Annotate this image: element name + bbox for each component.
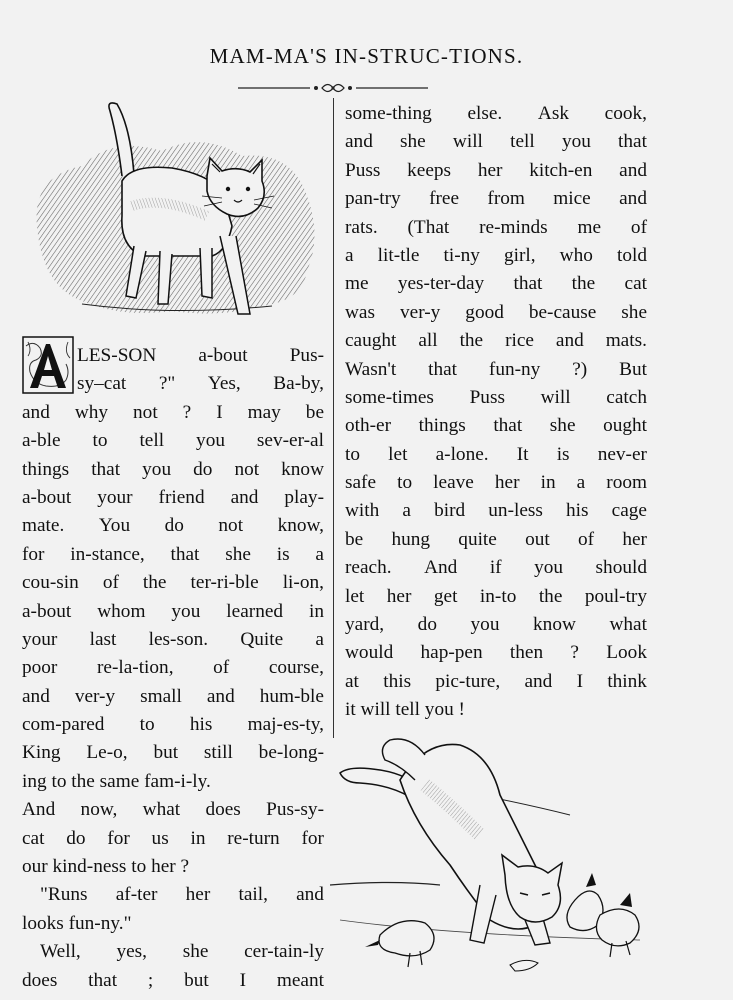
text-line: yard, do you know what (345, 614, 647, 636)
text-line: some-thing else. Ask cook, (345, 103, 647, 124)
text-line: caught all the rice and mats. (345, 330, 647, 352)
text-line: Well, yes, she cer-tain-ly (40, 941, 324, 963)
text-line: mate. You do not know, (22, 515, 324, 537)
cat-standing-icon (22, 96, 327, 336)
text-line: ing to the same fam-i-ly. (22, 770, 211, 792)
text-line: things that you do not know (22, 458, 324, 480)
cat-with-ducklings-icon (330, 735, 660, 995)
text-line: com-pared to his maj-es-ty, (22, 714, 324, 736)
text-line: cat do for us in re-turn for (22, 827, 324, 849)
text-line: cou-sin of the ter-ri-ble li-on, (22, 572, 324, 594)
text-line: a-bout your friend and play- (22, 486, 324, 508)
ornament-divider-icon (238, 80, 428, 96)
text-line: was ver-y good be-cause she (345, 301, 647, 323)
text-line: be hung quite out of her (345, 528, 647, 550)
text-line: and why not ? I may be (22, 401, 324, 423)
text-line: for in-stance, that she is a (22, 543, 324, 565)
column-divider (333, 98, 334, 738)
page-title: MAM-MA'S IN-STRUC-TIONS. (209, 44, 524, 68)
left-column-text (22, 342, 324, 995)
text-line: pan-try free from mice and (345, 188, 647, 210)
text-line: with a bird un-less his cage (345, 500, 647, 522)
text-line: and ver-y small and hum-ble (22, 685, 324, 707)
text-line: King Le-o, but still be-long- (22, 742, 324, 764)
text-line: let her get in-to the poul-try (345, 585, 647, 607)
text-line: LES-SON a-bout Pus- (77, 345, 324, 366)
text-line: rats. (That re-minds me of (345, 216, 647, 238)
text-line: And now, what does Pus-sy- (22, 799, 324, 821)
text-line: "Runs af-ter her tail, and (40, 884, 324, 906)
text-line: Puss keeps her kitch-en and (345, 159, 647, 181)
right-column-text (345, 100, 647, 725)
text-line: oth-er things that she ought (345, 415, 647, 437)
text-line: looks fun-ny." (22, 912, 132, 934)
text-line: at this pic-ture, and I think (345, 670, 647, 692)
text-line: me yes-ter-day that the cat (345, 273, 647, 295)
text-line: and she will tell you that (345, 131, 647, 153)
text-line: some-times Puss will catch (345, 386, 647, 408)
text-line: your last les-son. Quite a (22, 628, 324, 650)
text-line: a-ble to tell you sev-er-al (22, 430, 324, 452)
text-line: a lit-tle ti-ny girl, who told (345, 244, 647, 266)
text-line: it will tell you ! (345, 699, 465, 721)
text-line: a-bout whom you learned in (22, 600, 324, 622)
text-line: sy–cat ?" Yes, Ba-by, (77, 373, 324, 395)
text-line: would hap-pen then ? Look (345, 642, 647, 664)
text-line: does that ; but I meant (22, 969, 324, 991)
text-line: our kind-ness to her ? (22, 856, 190, 878)
text-line: safe to leave her in a room (345, 472, 647, 494)
text-line: reach. And if you should (345, 557, 647, 579)
text-line: Wasn't that fun-ny ?) But (345, 358, 647, 380)
text-line: poor re-la-tion, of course, (22, 657, 324, 679)
text-line: to let a-lone. It is nev-er (345, 443, 647, 465)
